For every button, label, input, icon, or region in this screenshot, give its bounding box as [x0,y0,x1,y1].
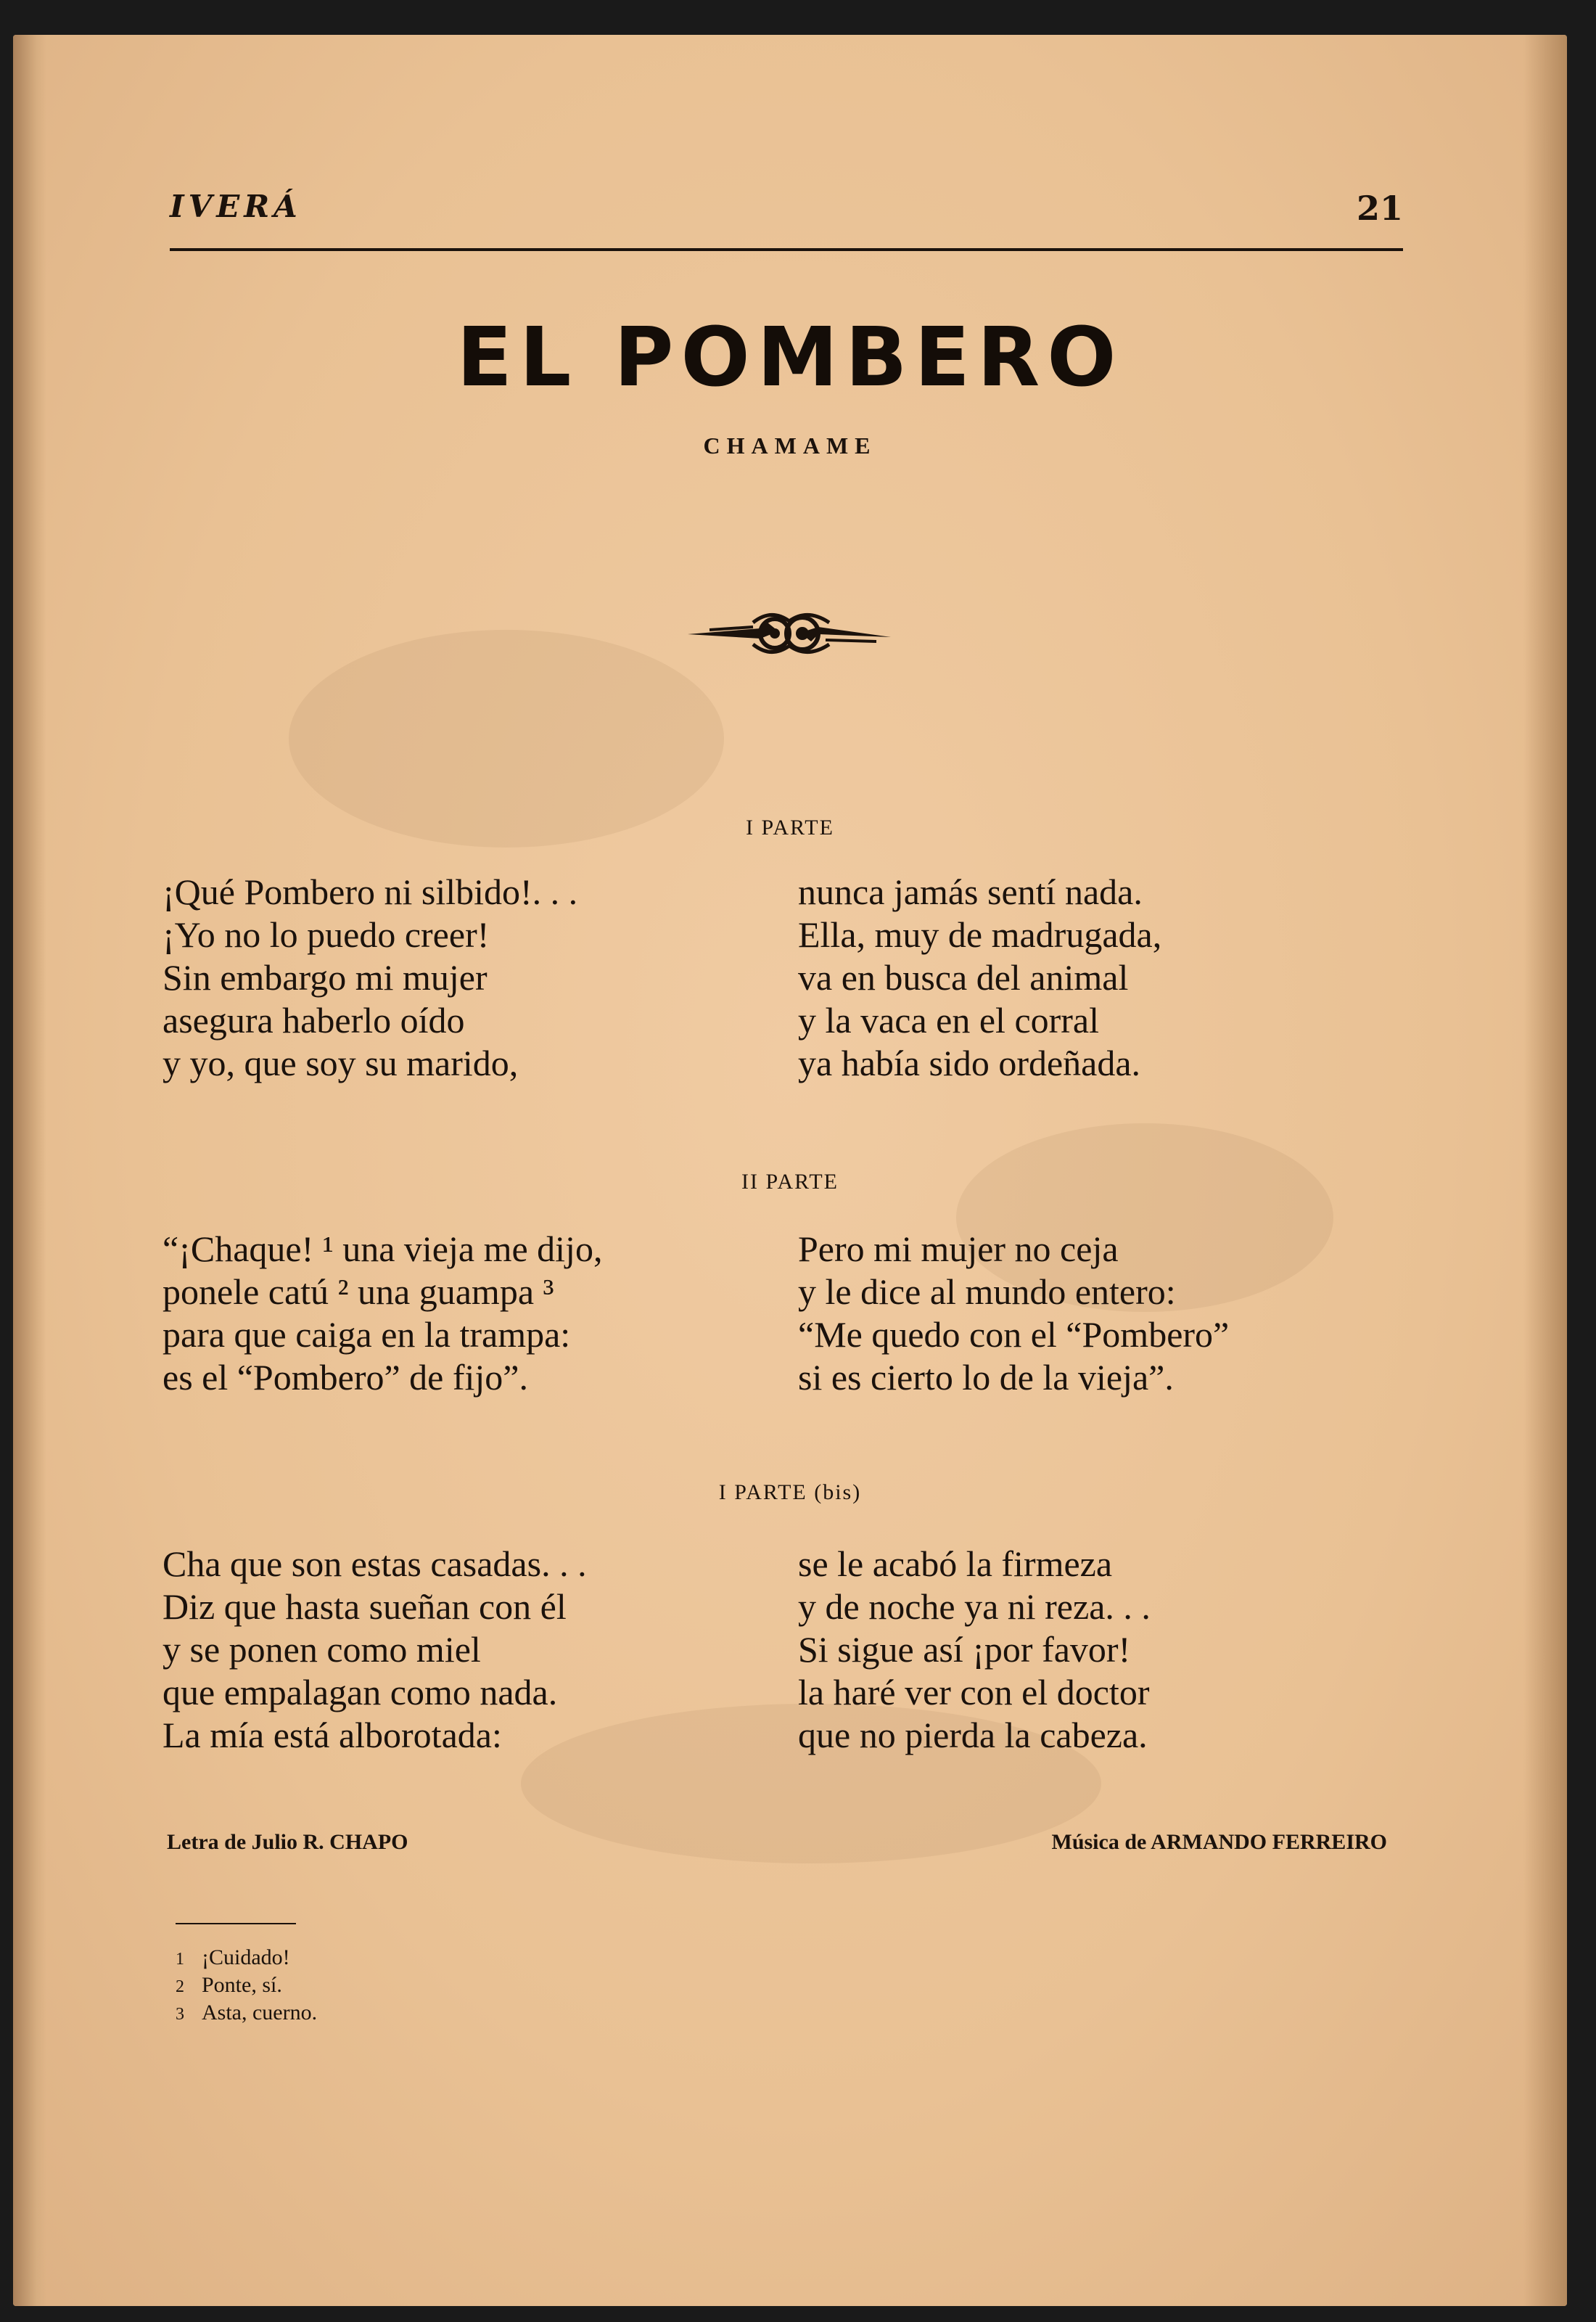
verse-line: asegura haberlo oído [163,1000,465,1041]
verse-line: si es cierto lo de la vieja”. [798,1357,1174,1398]
verse-line: Sin embargo mi mujer [163,957,488,998]
book-page [13,35,1567,2306]
verse-line: y de noche ya ni reza. . . [798,1586,1151,1627]
floral-ornament [680,601,898,666]
song-title: EL POMBERO [456,311,1124,405]
footnote [176,2000,317,2027]
part-1-right-stanza [798,871,1161,1085]
lyrics-credit: Letra de Julio R. CHAPO [167,1830,408,1854]
page-header [170,189,1403,247]
part-3-right-stanza [798,1543,1151,1757]
page-number: 21 [1356,189,1403,228]
verse-line: ponele catú ² una guampa ³ [163,1271,554,1312]
footnote-text: Ponte, sí. [202,1973,282,1997]
verse-line: para que caiga en la trampa: [163,1314,571,1355]
verse-line: Pero mi mujer no ceja [798,1228,1119,1269]
verse-line: Diz que hasta sueñan con él [163,1586,567,1627]
part-1-left-stanza [163,871,577,1085]
footnote-number: 1 [176,1950,184,1969]
footnote [176,1972,317,2000]
verse-line: Si sigue así ¡por favor! [798,1629,1131,1670]
part-3-left-stanza [163,1543,587,1757]
verse-line: Ella, muy de madrugada, [798,914,1162,955]
verse-line: la haré ver con el doctor [798,1672,1150,1712]
part-3-heading: I PARTE (bis) [718,1480,862,1504]
part-1-heading: I PARTE [746,816,834,840]
verse-line: que no pierda la cabeza. [798,1715,1148,1755]
verse-line: y le dice al mundo entero: [798,1271,1176,1312]
music-credit: Música de ARMANDO FERREIRO [1051,1830,1387,1854]
verse-line: “¡Chaque! ¹ una vieja me dijo, [163,1228,603,1269]
verse-line: Cha que son estas casadas. . . [163,1543,587,1584]
footnote-number: 3 [176,2005,184,2024]
part-2-right-stanza [798,1228,1229,1399]
footnote [176,1945,317,1972]
verse-line: va en busca del animal [798,957,1129,998]
verse-line: es el “Pombero” de fijo”. [163,1357,528,1398]
footnote-rule [176,1923,296,1924]
verse-line: y la vaca en el corral [798,1000,1100,1041]
verse-line: ya había sido ordeñada. [798,1043,1141,1083]
footnote-text: Asta, cuerno. [202,2001,318,2024]
running-head: IVERÁ [170,189,302,224]
verse-line: se le acabó la firmeza [798,1543,1113,1584]
footnote-number: 2 [176,1977,184,1996]
verse-line: ¡Qué Pombero ni silbido!. . . [163,871,578,912]
verse-line: ¡Yo no lo puedo creer! [163,914,490,955]
header-rule [170,248,1403,251]
verse-line: “Me quedo con el “Pombero” [798,1314,1230,1355]
part-2-left-stanza [163,1228,602,1399]
paper-stain [289,630,724,848]
song-genre: CHAMAME [703,432,877,459]
part-2-heading: II PARTE [741,1170,839,1194]
verse-line: La mía está alborotada: [163,1715,502,1755]
footnote-text: ¡Cuidado! [202,1945,290,1969]
verse-line: nunca jamás sentí nada. [798,871,1143,912]
verse-line: y yo, que soy su marido, [163,1043,519,1083]
footnotes [176,1945,317,2027]
verse-line: y se ponen como miel [163,1629,481,1670]
verse-line: que empalagan como nada. [163,1672,558,1712]
